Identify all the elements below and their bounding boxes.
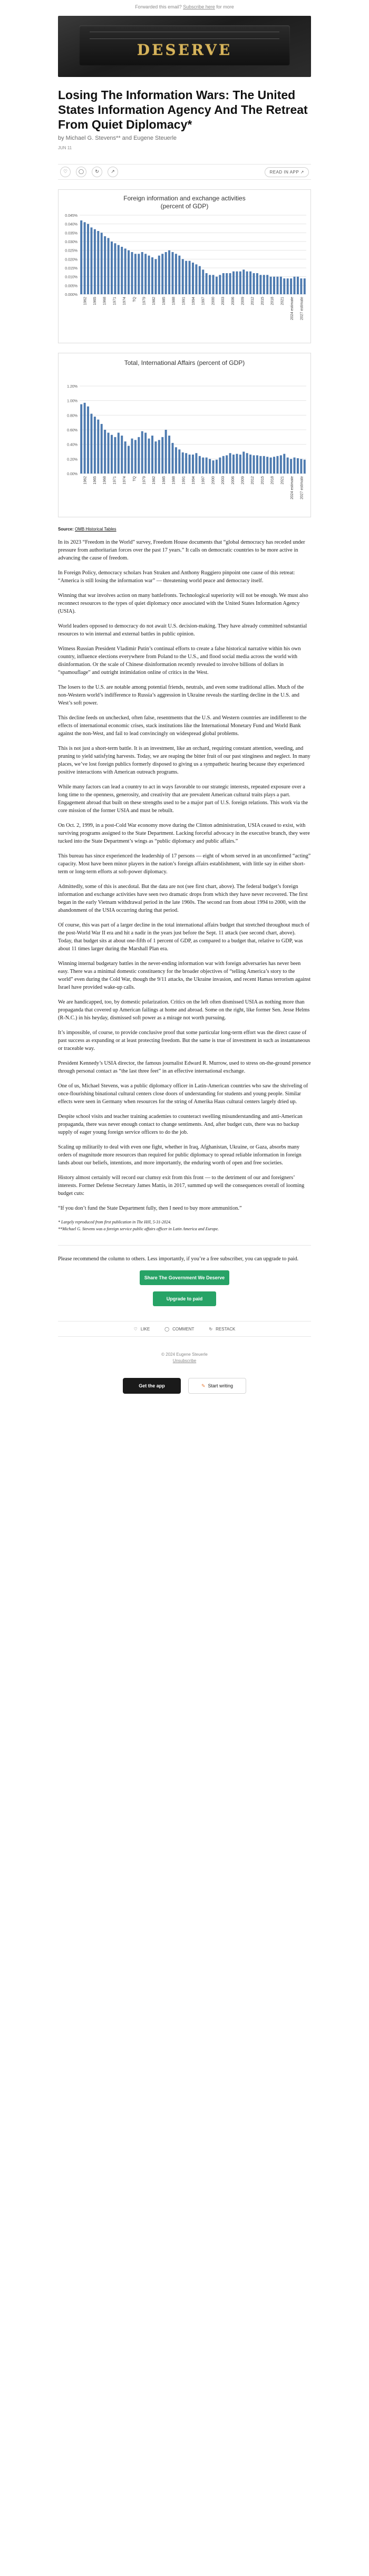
paragraph: “If you don’t fund the State Department fully, then I need to buy more ammunition.”: [58, 1205, 242, 1211]
bar: [273, 277, 275, 294]
bar: [276, 456, 278, 474]
bar: [236, 454, 238, 474]
x-tick-label: 2003: [221, 476, 226, 485]
bar: [195, 453, 197, 474]
bar: [287, 458, 289, 474]
bar: [216, 277, 218, 294]
source-link[interactable]: OMB Historical Tables: [75, 527, 116, 532]
paragraph: History almost certainly will record our clumsy exit from this front — to the detriment of our and foreigners’ interests. Former Defense Secretary James Mattis, in 2017, summed up well the consequences overall of looming budget cuts:: [58, 1175, 305, 1197]
bar: [273, 457, 275, 474]
bar: [84, 222, 86, 294]
x-tick-label: 2000: [211, 297, 216, 305]
article-title: Losing The Information Wars: The United States Information Agency And The Retreat From Quiet Diplomacy*: [58, 88, 308, 131]
x-tick-label: 1985: [162, 476, 166, 485]
y-tick-label: 0.60%: [67, 429, 77, 432]
bar: [246, 272, 248, 294]
heart-icon[interactable]: ♡: [60, 167, 71, 177]
bar: [97, 420, 99, 474]
x-tick-label: 1974: [123, 297, 127, 305]
bar: [290, 459, 292, 474]
x-tick-label: 2024 estimate: [290, 476, 294, 499]
y-tick-label: 0.020%: [65, 258, 77, 262]
bar: [121, 247, 123, 294]
bar: [263, 456, 265, 474]
x-tick-label: 2009: [241, 297, 245, 305]
bar: [300, 459, 302, 474]
x-tick-label: 1971: [113, 297, 117, 305]
bar: [276, 277, 278, 294]
x-tick-label: 1988: [172, 297, 176, 305]
copyright: © 2024 Eugene Steuerle Unsubscribe: [58, 1352, 311, 1364]
chart-title: Total, International Affairs (percent of GDP): [124, 359, 245, 366]
y-tick-label: 0.40%: [67, 443, 77, 447]
bar: [104, 430, 106, 474]
start-writing-button[interactable]: ✎ Start writing: [188, 1378, 246, 1394]
y-tick-label: 0.20%: [67, 458, 77, 462]
bar: [138, 437, 140, 474]
bar: [259, 456, 261, 474]
bar: [161, 254, 163, 294]
x-tick-label: 1962: [83, 476, 88, 485]
read-in-app-button[interactable]: READ IN APP ↗: [265, 167, 309, 177]
x-tick-label: 2027 estimate: [300, 476, 304, 499]
bar: [300, 278, 302, 294]
restack-button[interactable]: ↻ RESTACK: [209, 1326, 236, 1332]
bar: [154, 259, 157, 294]
x-tick-label: 2006: [231, 297, 235, 305]
bar: [148, 439, 150, 474]
bar: [124, 248, 127, 294]
bar: [290, 278, 292, 294]
bar: [253, 455, 255, 474]
x-tick-label: 1994: [192, 297, 196, 305]
bar: [168, 250, 170, 294]
paragraph: Witness Russian President Vladimir Putin’s continual efforts to create a false historical narrative within his own country, influence elections everywhere from Poland to the U.S., and flood social media across the world with disinformation. Or the scale of Chinese disinformation recently revealed to involve billions of dollars in “spamouflage” and outright intimidation online of critics in the West.: [58, 646, 301, 676]
paragraph: In its 2023 “Freedom in the World” survey, Freedom House documents that “global democracy has receded under pressure from authoritarian forces over the past 17 years.” It calls on democratic countries to be more active in advancing the cause of freedom.: [58, 539, 305, 561]
bar: [168, 436, 170, 474]
bar: [151, 257, 153, 294]
bar: [294, 458, 296, 474]
bar: [297, 277, 299, 294]
article: [58, 88, 311, 1394]
paragraph: The losers to the U.S. are notable among potential friends, neutrals, and even some traditional allies. Much of the non-Western world’s indifference to Russia’s aggression in Ukraine reveals the startling decline in the U.S. and West’s soft power.: [58, 684, 304, 706]
bar: [185, 261, 187, 294]
bar: [256, 455, 258, 474]
paragraph: President Kennedy’s USIA director, the famous journalist Edward R. Murrow, used to stress on-the-ground presence through personal contact as “the last three feet” in an effective international exchange.: [58, 1060, 311, 1074]
x-tick-label: 2009: [241, 476, 245, 485]
bar: [209, 275, 211, 294]
bar: [222, 456, 225, 474]
bar: [304, 278, 306, 294]
comment-icon[interactable]: ◯: [76, 167, 86, 177]
bar: [206, 458, 208, 474]
bar: [128, 446, 130, 474]
x-tick-label: 2012: [251, 297, 255, 305]
y-tick-label: 0.025%: [65, 249, 77, 253]
y-tick-label: 1.20%: [67, 385, 77, 389]
upgrade-button[interactable]: Upgrade to paid: [153, 1291, 216, 1306]
like-button[interactable]: ♡ LIKE: [133, 1326, 150, 1332]
restack-icon[interactable]: ↻: [92, 167, 102, 177]
bar: [263, 275, 265, 294]
bar: [297, 458, 299, 474]
y-tick-label: 0.015%: [65, 267, 77, 271]
publish-date: JUN 11: [58, 146, 72, 150]
bar: [118, 433, 120, 474]
bar: [236, 272, 238, 294]
bar: [108, 238, 110, 294]
y-tick-label: 0.010%: [65, 275, 77, 279]
x-tick-label: 2024 estimate: [290, 297, 294, 320]
bar: [226, 455, 228, 474]
bar: [270, 458, 272, 474]
bar: [192, 263, 194, 294]
paragraph: Scaling up militarily to deal with even one fight, whether in Iraq, Afghanistan, Ukraine, or Gaza, absorbs many orders of magnitude more resources than required for public diplomacy to spread reliable information in foreign lands about our beliefs, intentions, and more importantly, the enduring worth of open and free societies.: [58, 1144, 302, 1166]
bar: [161, 437, 163, 474]
x-tick-label: 1988: [172, 476, 176, 485]
bar: [206, 273, 208, 294]
bar: [165, 252, 167, 294]
bar: [232, 455, 235, 474]
y-tick-label: 0.00%: [67, 472, 77, 476]
y-tick-label: 0.005%: [65, 284, 77, 288]
bar: [209, 459, 211, 474]
x-tick-label: 2027 estimate: [300, 297, 304, 320]
paragraph: This bureau has since experienced the leadership of 17 persons — eight of whom served in an unconfirmed “acting” capacity. Most have been minor players in the nation’s foreign affairs establishment, with little say in either short-term or long-term efforts at soft-power diplomacy.: [58, 853, 311, 875]
x-tick-label: 1979: [142, 476, 147, 485]
bottom-actions: [58, 1321, 311, 1337]
forwarded-banner: Forwarded this email? Subscribe here for more: [135, 4, 234, 9]
bar: [249, 455, 251, 474]
bar: [280, 455, 282, 474]
byline[interactable]: by Michael G. Stevens** and Eugene Steuerle: [58, 135, 177, 141]
get-app-button[interactable]: Get the app: [123, 1378, 181, 1394]
bar: [253, 273, 255, 294]
bar: [283, 454, 285, 474]
bar: [182, 452, 184, 474]
app-row: [58, 1378, 311, 1394]
bar: [158, 440, 160, 474]
x-tick-label: 1985: [162, 297, 166, 305]
bar: [80, 220, 82, 294]
bar: [118, 245, 120, 294]
paragraph: On Oct. 2, 1999, in a post-Cold War economy move during the Clinton administration, USIA ceased to exist, with surviving programs assigned to the State Department. Lacking forceful advocacy in the executive branch, they were tucked into the State Department’s wings as “public diplomacy and public affairs.”: [58, 823, 310, 844]
bar: [111, 435, 113, 474]
paragraph: It’s impossible, of course, to provide conclusive proof that some particular long-term effort was the direct cause of past success as expanding or at least protecting freedom. But the same is true of investment in such as instantaneous or traceable way.: [58, 1030, 310, 1051]
bar: [87, 224, 89, 294]
bar: [134, 254, 137, 294]
x-tick-label: 1997: [201, 476, 206, 485]
x-tick-label: 2012: [251, 476, 255, 485]
bar: [151, 436, 153, 474]
hero-image: [58, 16, 311, 77]
bar: [229, 273, 231, 294]
bar: [131, 439, 133, 474]
x-tick-label: 2003: [221, 297, 226, 305]
bar: [182, 259, 184, 294]
y-tick-label: 0.000%: [65, 293, 77, 297]
comment-icon: ◯: [164, 1326, 170, 1332]
bar: [239, 455, 241, 474]
footnote-1: * Largely reproduced from first publication in The Hill, 5-31-2024.: [58, 1220, 172, 1224]
bar: [175, 447, 177, 474]
bar: [232, 272, 235, 294]
pen-icon: ✎: [201, 1383, 206, 1388]
share-button[interactable]: Share The Government We Deserve: [140, 1270, 229, 1285]
source-line: Source: OMB Historical Tables: [58, 527, 116, 532]
bar: [94, 417, 96, 474]
bar: [202, 269, 204, 294]
bar: [87, 407, 89, 474]
bar: [222, 273, 225, 294]
bar: [90, 414, 92, 474]
share-icon[interactable]: ↗: [108, 167, 118, 177]
bar: [101, 424, 103, 474]
x-tick-label: 1974: [123, 476, 127, 485]
paragraph: Winning that war involves action on many battlefronts. Technological superiority will not be enough. We must also reconnect resources to the types of quiet diplomacy once associated with the United States Information Agency (USIA).: [58, 593, 308, 614]
bar: [80, 404, 82, 474]
x-tick-label: 2006: [231, 476, 235, 485]
chart-foreign-info: [58, 189, 311, 343]
bar: [189, 261, 191, 294]
bar: [304, 460, 306, 474]
bar: [242, 452, 245, 474]
bar: [131, 252, 133, 294]
bar: [192, 455, 194, 474]
paragraph: Winning internal budgetary battles in the never-ending information war with foreign adversaries has never been easy. There was a minimal domestic constituency for the broader objectives of “telling America’s story to the world” even during the Cold War, though the 9/11 attacks, the Ukraine invasion, and recent Hamas terrorism against Israel have provided wake-up calls.: [58, 961, 311, 990]
post-actions: [58, 164, 311, 180]
paragraph: World leaders opposed to democracy do not await U.S. decision-making. They have already committed substantial resources to win internal and external battles in public opinion.: [58, 623, 307, 637]
paragraph: While many factors can lead a country to act in ways favorable to our strategic interests, repeated exposure over a long time to the openness, generosity, and creativity that are prevalent American cultural traits plays a part. Engagement abroad that built on these strengths used to be a major part of U.S. foreign relations. This work via the core mission of the former USIA and must be rebuilt.: [58, 784, 308, 814]
bar: [84, 403, 86, 474]
restack-icon: ↻: [209, 1326, 213, 1332]
bar: [178, 256, 180, 294]
bar: [165, 430, 167, 474]
bar: [185, 453, 187, 474]
y-tick-label: 0.035%: [65, 231, 77, 236]
x-tick-label: 2018: [270, 476, 275, 485]
bar: [178, 449, 180, 474]
bar: [94, 229, 96, 294]
paragraph: We are handicapped, too, by domestic polarization. Critics on the left often dismissed USIA as nothing more than propaganda that covered up American failings at home and abroad. Some on the right, like former Sen. Jesse Helms (R-N.C.) in his heyday, dismissed soft power as a mirage not worth pursuing.: [58, 999, 310, 1021]
bar: [246, 453, 248, 474]
bar: [141, 252, 143, 294]
x-tick-label: 2015: [260, 476, 265, 485]
bar: [189, 455, 191, 474]
bar: [114, 243, 116, 294]
bar: [144, 433, 147, 474]
bar: [270, 277, 272, 294]
x-tick-label: 1982: [152, 297, 157, 305]
bar: [242, 269, 245, 294]
y-tick-label: 0.80%: [67, 414, 77, 418]
x-tick-label: 2018: [270, 297, 275, 305]
bar: [114, 437, 116, 474]
bar: [219, 275, 221, 294]
subscribe-text: Please recommend the column to others. Less importantly, if you’re a free subscriber, you can upgrade to paid.: [58, 1256, 299, 1262]
x-tick-label: TQ: [132, 476, 137, 481]
paragraph: Of course, this was part of a larger decline in the total international affairs budget that stretched throughout much of the post-World War II era and hit a nadir in the years just before the Sept. 11 attack (see second chart, above). Today, that budget sits at about one-fifth of 1 percent of GDP, as compared to a budget that, relative to GDP, was about 11 times larger during the Marshall Plan era.: [58, 922, 310, 952]
paragraph: This is not just a short-term battle. It is an investment, like an orchard, requiring constant attention, weeding, and pruning to yield satisfying harvests. Today, we are reaping the bitter fruit of our past stinginess and neglect. In many places, we’ve lost foreign publics formerly disposed to giving us a sympathetic hearing because they experienced positive interactions with American outreach programs.: [58, 746, 310, 775]
bar: [229, 453, 231, 474]
bar: [172, 252, 174, 294]
x-tick-label: 1982: [152, 476, 157, 485]
bar: [280, 277, 282, 294]
bar: [141, 431, 143, 474]
bar: [294, 277, 296, 294]
footnote-2: **Michael G. Stevens was a foreign service public affairs officer in Latin America and Europe.: [58, 1227, 219, 1231]
paragraph: Despite school visits and teacher training academies to counteract swelling misunderstanding and anti-American propaganda, there was never enough contact to change sentiments. And, after budget cuts, there was no backup supply of eager young foreign service officers to do the job.: [58, 1114, 303, 1135]
bar: [101, 233, 103, 294]
bar: [256, 273, 258, 294]
comment-button[interactable]: ◯ COMMENT: [164, 1326, 195, 1332]
x-tick-label: 1997: [201, 297, 206, 305]
x-tick-label: 1994: [192, 476, 196, 485]
x-tick-label: 1965: [93, 476, 98, 485]
bar: [121, 436, 123, 474]
paragraph: One of us, Michael Stevens, was a public diplomacy officer in Latin-American countries who saw the shriveling of once-flourishing binational cultural centers close doors of understanding for students and young people. Similar effects were seen in Germany when resources for the string of Amerika Haus cultural centers largely dried up.: [58, 1083, 308, 1105]
subscribe-section: [58, 1245, 311, 1306]
bar: [97, 231, 99, 294]
bar: [199, 266, 201, 294]
bar: [283, 278, 285, 294]
heart-icon: ♡: [133, 1326, 138, 1332]
y-tick-label: 0.045%: [65, 214, 77, 218]
bar: [195, 264, 197, 294]
x-tick-label: 2000: [211, 476, 216, 485]
bar: [212, 275, 215, 294]
x-tick-label: 1962: [83, 297, 88, 305]
x-tick-label: 1968: [103, 297, 107, 305]
x-tick-label: 2021: [280, 476, 285, 485]
y-tick-label: 0.040%: [65, 223, 77, 227]
x-tick-label: 2021: [280, 297, 285, 305]
bar: [108, 433, 110, 474]
bar: [134, 440, 137, 474]
bar: [202, 458, 204, 474]
bar: [259, 275, 261, 294]
bar: [104, 236, 106, 294]
x-tick-label: 1971: [113, 476, 117, 485]
unsubscribe-link[interactable]: Unsubscribe: [172, 1358, 197, 1363]
article-body: [58, 538, 311, 1212]
bar: [226, 273, 228, 294]
y-tick-label: 1.00%: [67, 399, 77, 403]
chart-subtitle: (percent of GDP): [160, 202, 209, 210]
bar: [219, 458, 221, 474]
bar: [124, 441, 127, 474]
bar: [90, 227, 92, 294]
x-tick-label: TQ: [132, 297, 137, 302]
bar: [111, 242, 113, 294]
bar: [266, 275, 268, 294]
x-tick-label: 1991: [182, 297, 186, 305]
paragraph: In Foreign Policy, democracy scholars Ivan Straken and Anthony Ruggiero pinpoint one cause of this retreat: “America is still losing the information war” — threatening world peace and democracy itself.: [58, 570, 295, 584]
subscribe-link[interactable]: Subscribe here: [183, 4, 215, 9]
chart-title: Foreign information and exchange activities: [123, 195, 246, 202]
paragraph: Admittedly, some of this is anecdotal. But the data are not (see first chart, above). The federal budget’s foreign information and exchange activities have seen two dramatic drops from which they have never recovered. The first began in the early Vietnam withdrawal period in the late 1960s. The second ran from about 1994 to 2000, with the abandonment of the USIA occurring during that period.: [58, 884, 308, 913]
x-tick-label: 1968: [103, 476, 107, 485]
x-tick-label: 1965: [93, 297, 98, 305]
hero-text: DESERVE: [137, 41, 232, 59]
bar: [266, 457, 268, 474]
bar: [144, 254, 147, 294]
x-tick-label: 2015: [260, 297, 265, 305]
y-tick-label: 0.030%: [65, 240, 77, 244]
bar: [154, 441, 157, 474]
bar: [138, 254, 140, 294]
bar: [172, 443, 174, 474]
bar: [199, 456, 201, 474]
bar: [287, 278, 289, 294]
x-tick-label: 1979: [142, 297, 147, 305]
bar: [148, 256, 150, 294]
x-tick-label: 1991: [182, 476, 186, 485]
bar: [158, 256, 160, 294]
bar: [212, 460, 215, 474]
bar: [239, 272, 241, 294]
paragraph: This decline feeds on unchecked, often false, resentments that the U.S. and Western countries are indifferent to the effects of international economic crises, stack institutions like the International Monetary Fund and World Bank against the non-West, and fail to lead convincingly on widespread global problems.: [58, 715, 307, 737]
bar: [216, 460, 218, 474]
bar: [249, 272, 251, 294]
chart-international-affairs: [58, 353, 311, 517]
bar: [128, 250, 130, 294]
bar: [175, 254, 177, 294]
